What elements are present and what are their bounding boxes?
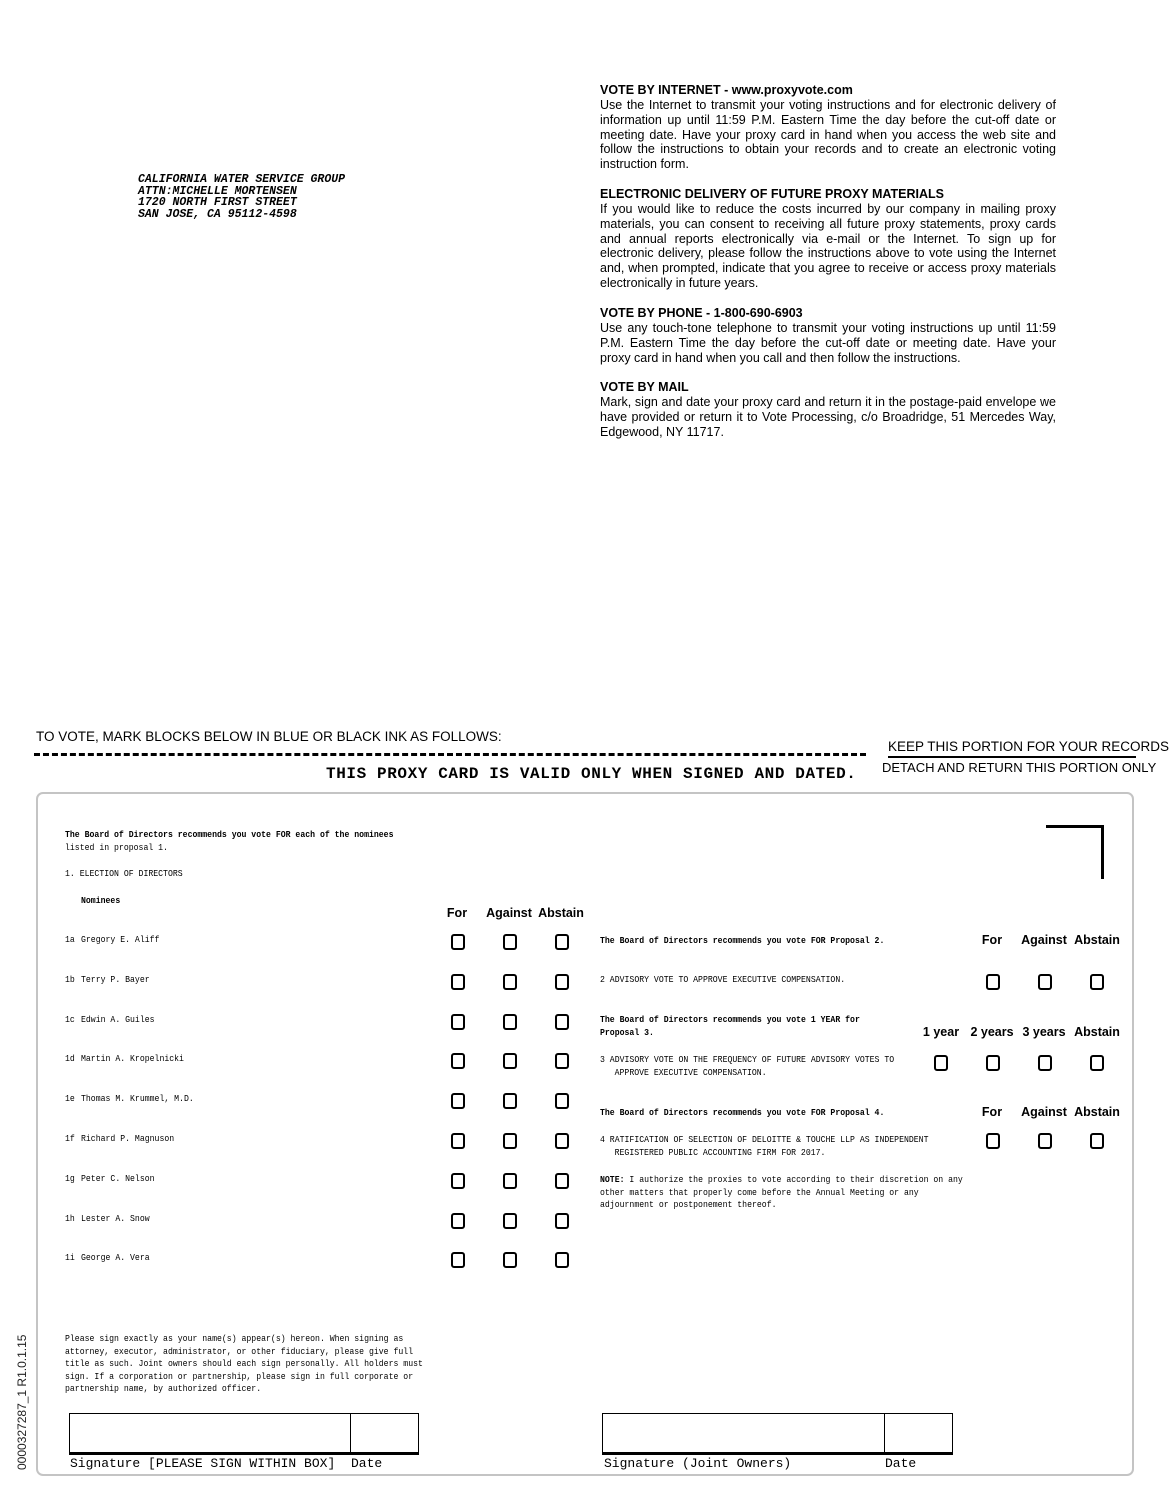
- proposal-4-text: [600, 1134, 928, 1159]
- note: [600, 1174, 963, 1212]
- nominee-code: 1e: [65, 1093, 75, 1104]
- p3-col-1year: 1 year: [922, 1025, 960, 1039]
- nominee-code: 1i: [65, 1252, 75, 1263]
- keep-portion-label: KEEP THIS PORTION FOR YOUR RECORDS: [888, 739, 1169, 754]
- p3-3years-checkbox[interactable]: [1038, 1055, 1052, 1071]
- form-code: 0000327287_1 R1.0.1.15: [15, 1334, 29, 1470]
- rec-text: Proposal 3.: [600, 1026, 654, 1038]
- joint-signature-label: Signature (Joint Owners): [604, 1456, 792, 1471]
- section-body: If you would like to reduce the costs incurred by our company in mailing proxy materials, you can consent to receiving all future proxy statements, proxy cards and annual reports electronically via e-mail or the Internet. To sign up for electronic delivery, please follow the instructions above to vote using the Internet and, when prompted, indicate that you agree to receive or access proxy materials electronically in future years.: [600, 202, 1056, 290]
- nominee-abstain-checkbox[interactable]: [555, 1093, 569, 1109]
- p4-line: REGISTERED PUBLIC ACCOUNTING FIRM FOR 2017.: [614, 1146, 826, 1158]
- address-line: CALIFORNIA WATER SERVICE GROUP: [138, 173, 346, 186]
- p4-line: 4 RATIFICATION OF SELECTION OF DELOITTE & TOUCHE LLP AS INDEPENDENT: [600, 1134, 929, 1145]
- section-title: VOTE BY INTERNET - www.proxyvote.com: [600, 83, 853, 97]
- date-divider: [350, 1414, 351, 1453]
- sign-instructions: [65, 1333, 423, 1396]
- corner-mark: [1046, 825, 1104, 879]
- nominee-code: 1f: [65, 1133, 75, 1144]
- rec-text: listed in proposal 1.: [65, 841, 168, 853]
- nominee-abstain-checkbox[interactable]: [555, 934, 569, 950]
- address-line: SAN JOSE, CA 95112-4598: [138, 207, 297, 221]
- sign-line: title as such. Joint owners should each sign personally. All holders must: [65, 1358, 423, 1369]
- keep-underline: [888, 756, 1136, 758]
- proposal-3-text: [600, 1054, 894, 1079]
- p3-col-3years: 3 years: [1022, 1025, 1066, 1039]
- p3-line: 3 ADVISORY VOTE ON THE FREQUENCY OF FUTURE ADVISORY VOTES TO: [600, 1054, 895, 1065]
- p3-2years-checkbox[interactable]: [986, 1055, 1000, 1071]
- col-abstain: Abstain: [538, 906, 584, 920]
- nominee-against-checkbox[interactable]: [503, 1173, 517, 1189]
- nominee-name: Edwin A. Guiles: [81, 1014, 155, 1025]
- nominee-against-checkbox[interactable]: [503, 1093, 517, 1109]
- nominee-against-checkbox[interactable]: [503, 1213, 517, 1229]
- address-line: 1720 NORTH FIRST STREET: [138, 196, 297, 209]
- vote-by-phone-section: [600, 306, 1056, 365]
- nominee-abstain-checkbox[interactable]: [555, 1173, 569, 1189]
- nominee-code: 1b: [65, 974, 75, 985]
- section-title: ELECTRONIC DELIVERY OF FUTURE PROXY MATERIALS: [600, 187, 945, 201]
- p4-for-checkbox[interactable]: [986, 1133, 1000, 1149]
- section-title: VOTE BY PHONE - 1-800-690-6903: [600, 306, 803, 320]
- rec-text: The Board of Directors recommends you vote FOR each of the nominees: [65, 829, 394, 840]
- return-address: [138, 174, 345, 220]
- nominee-abstain-checkbox[interactable]: [555, 1014, 569, 1030]
- nominee-for-checkbox[interactable]: [451, 1173, 465, 1189]
- p2-col-against: Against: [1021, 933, 1067, 947]
- address-line: ATTN:MICHELLE MORTENSEN: [138, 184, 297, 198]
- electronic-delivery-section: [600, 187, 1056, 291]
- nominee-abstain-checkbox[interactable]: [555, 1213, 569, 1229]
- p3-abstain-checkbox[interactable]: [1090, 1055, 1104, 1071]
- nominee-against-checkbox[interactable]: [503, 1133, 517, 1149]
- section-title: VOTE BY MAIL: [600, 380, 689, 394]
- board-recommendation-4: The Board of Directors recommends you vote FOR Proposal 4.: [600, 1107, 885, 1118]
- nominee-against-checkbox[interactable]: [503, 1053, 517, 1069]
- joint-date-label: Date: [885, 1456, 917, 1471]
- nominee-for-checkbox[interactable]: [451, 974, 465, 990]
- signature-box[interactable]: [69, 1413, 419, 1455]
- nominee-code: 1c: [65, 1014, 75, 1025]
- p4-col-for: For: [981, 1105, 1003, 1119]
- valid-notice: THIS PROXY CARD IS VALID ONLY WHEN SIGNED AND DATED.: [326, 765, 857, 783]
- proposal-2-text: 2 ADVISORY VOTE TO APPROVE EXECUTIVE COMPENSATION.: [600, 974, 846, 985]
- nominee-abstain-checkbox[interactable]: [555, 1252, 569, 1268]
- vote-by-internet-section: [600, 83, 1056, 172]
- board-recommendation-2: The Board of Directors recommends you vote FOR Proposal 2.: [600, 935, 885, 946]
- nominee-code: 1h: [65, 1213, 75, 1224]
- nominee-code: 1a: [65, 934, 75, 945]
- section-body: Use any touch-tone telephone to transmit your voting instructions up until 11:59 P.M. Eastern Time the day before the cut-off date or meeting date. Have your proxy card in hand when you call and then follow the instructions.: [600, 321, 1056, 365]
- nominee-name: Peter C. Nelson: [81, 1173, 155, 1184]
- nominee-for-checkbox[interactable]: [451, 934, 465, 950]
- col-against: Against: [486, 906, 532, 920]
- nominee-code: 1g: [65, 1173, 75, 1184]
- note-line: other matters that properly come before the Annual Meeting or any: [600, 1186, 919, 1198]
- nominee-name: Gregory E. Aliff: [81, 934, 160, 945]
- nominee-for-checkbox[interactable]: [451, 1053, 465, 1069]
- p2-abstain-checkbox[interactable]: [1090, 974, 1104, 990]
- vote-by-mail-section: [600, 380, 1056, 439]
- nominee-abstain-checkbox[interactable]: [555, 1053, 569, 1069]
- proposal-1-title: 1. ELECTION OF DIRECTORS: [65, 868, 183, 879]
- nominee-abstain-checkbox[interactable]: [555, 974, 569, 990]
- nominee-for-checkbox[interactable]: [451, 1014, 465, 1030]
- mark-instruction: TO VOTE, MARK BLOCKS BELOW IN BLUE OR BLACK INK AS FOLLOWS:: [36, 729, 502, 744]
- date-label: Date: [351, 1456, 383, 1471]
- board-recommendation-3: [600, 1014, 860, 1039]
- nominee-name: Thomas M. Krummel, M.D.: [81, 1093, 194, 1104]
- rec-text: The Board of Directors recommends you vote 1 YEAR for: [600, 1014, 860, 1025]
- p3-col-2years: 2 years: [970, 1025, 1014, 1039]
- nominee-name: Martin A. Kropelnicki: [81, 1053, 184, 1064]
- nominee-for-checkbox[interactable]: [451, 1093, 465, 1109]
- p3-col-abstain: Abstain: [1074, 1025, 1120, 1039]
- board-recommendation-1: [65, 829, 393, 854]
- nominee-name: Richard P. Magnuson: [81, 1133, 175, 1144]
- nominees-label: Nominees: [81, 895, 121, 906]
- note-line: adjournment or postponement thereof.: [600, 1199, 777, 1210]
- nominee-against-checkbox[interactable]: [503, 1252, 517, 1268]
- sign-line: sign. If a corporation or partnership, please sign in full corporate or: [65, 1370, 414, 1382]
- detach-label: DETACH AND RETURN THIS PORTION ONLY: [882, 760, 1157, 775]
- note-line: I authorize the proxies to vote according to their discretion on any: [624, 1174, 963, 1185]
- section-body: Mark, sign and date your proxy card and return it in the postage-paid envelope we have provided or return it to Vote Processing, c/o Broadridge, 51 Mercedes Way, Edgewood, NY 11717.: [600, 395, 1056, 439]
- p4-abstain-checkbox[interactable]: [1090, 1133, 1104, 1149]
- nominee-code: 1d: [65, 1053, 75, 1064]
- section-body: Use the Internet to transmit your voting instructions and for electronic delivery of information up until 11:59 P.M. Eastern Time the day before the cut-off date or meeting date. Have your proxy card in hand when you access the web site and follow the instructions to obtain your records and to create an electronic voting instruction form.: [600, 98, 1056, 172]
- sign-line: partnership name, by authorized officer.: [65, 1383, 262, 1394]
- nominee-abstain-checkbox[interactable]: [555, 1133, 569, 1149]
- nominee-for-checkbox[interactable]: [451, 1213, 465, 1229]
- p2-col-for: For: [981, 933, 1003, 947]
- signature-label: Signature [PLEASE SIGN WITHIN BOX]: [70, 1456, 336, 1471]
- p4-col-against: Against: [1021, 1105, 1067, 1119]
- detach-line: [34, 753, 866, 756]
- nominee-for-checkbox[interactable]: [451, 1133, 465, 1149]
- p4-col-abstain: Abstain: [1074, 1105, 1120, 1119]
- p3-1year-checkbox[interactable]: [934, 1055, 948, 1071]
- nominee-against-checkbox[interactable]: [503, 1014, 517, 1030]
- sign-line: Please sign exactly as your name(s) appear(s) hereon. When signing as: [65, 1333, 404, 1344]
- nominee-for-checkbox[interactable]: [451, 1252, 465, 1268]
- sign-line: attorney, executor, administrator, or other fiduciary, please give full: [65, 1345, 414, 1357]
- date-divider: [884, 1414, 885, 1453]
- nominee-against-checkbox[interactable]: [503, 974, 517, 990]
- p4-against-checkbox[interactable]: [1038, 1133, 1052, 1149]
- nominee-name: Terry P. Bayer: [81, 974, 150, 985]
- nominee-name: Lester A. Snow: [81, 1213, 150, 1224]
- joint-signature-box[interactable]: [602, 1413, 953, 1455]
- nominee-against-checkbox[interactable]: [503, 934, 517, 950]
- p3-line: APPROVE EXECUTIVE COMPENSATION.: [614, 1066, 767, 1078]
- p2-for-checkbox[interactable]: [986, 974, 1000, 990]
- p2-against-checkbox[interactable]: [1038, 974, 1052, 990]
- p2-col-abstain: Abstain: [1074, 933, 1120, 947]
- col-for: For: [446, 906, 468, 920]
- note-label: NOTE:: [600, 1174, 625, 1185]
- nominee-name: George A. Vera: [81, 1252, 150, 1263]
